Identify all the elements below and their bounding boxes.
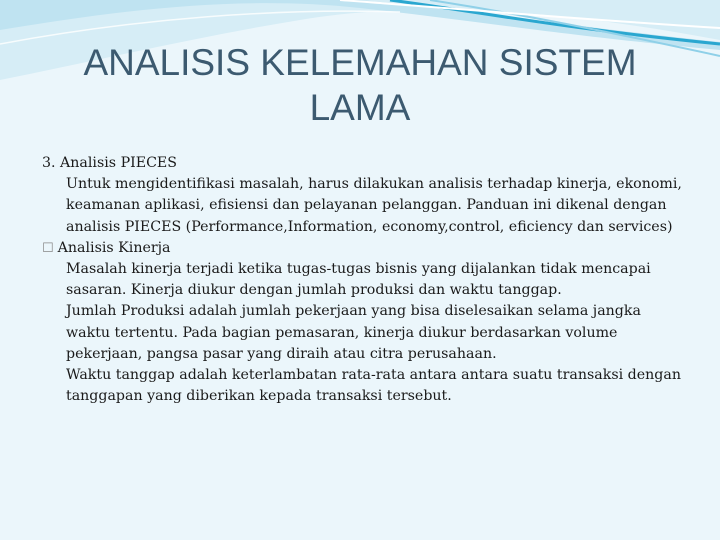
production-paragraph: Jumlah Produksi adalah jumlah pekerjaan yang bisa diselesaikan selama jangka waktu tertentu. Pada bagian pemasaran, kinerja diukur berdasarkan volume pekerjaan, pangsa pasar yang diraih atau citra perusahaan.	[66, 303, 641, 362]
response-time-paragraph: Waktu tanggap adalah keterlambatan rata-rata antara antara suatu transaksi dengan tanggapan yang diberikan kepada transaksi tersebut.	[66, 367, 681, 405]
slide-title	[40, 40, 680, 130]
slide-body	[42, 153, 682, 407]
slide-title-line1: ANALISIS KELEMAHAN SISTEM	[83, 42, 637, 83]
bullet-item	[42, 238, 682, 259]
section-heading: 3. Analisis PIECES	[42, 155, 178, 171]
performance-paragraph: Masalah kinerja terjadi ketika tugas-tugas bisnis yang dijalankan tidak mencapai sasaran. Kinerja diukur dengan jumlah produksi dan waktu tanggap.	[66, 261, 651, 299]
intro-paragraph: Untuk mengidentifikasi masalah, harus dilakukan analisis terhadap kinerja, ekonomi, keamanan aplikasi, efisiensi dan pelayanan pelanggan. Panduan ini dikenal dengan analisis PIECES (Performance,Information, economy,control, eficiency dan services)	[66, 176, 682, 235]
square-bullet-icon: ☐	[42, 240, 54, 256]
bullet-label: Analisis Kinerja	[57, 239, 171, 256]
slide-title-line2: LAMA	[309, 87, 411, 128]
